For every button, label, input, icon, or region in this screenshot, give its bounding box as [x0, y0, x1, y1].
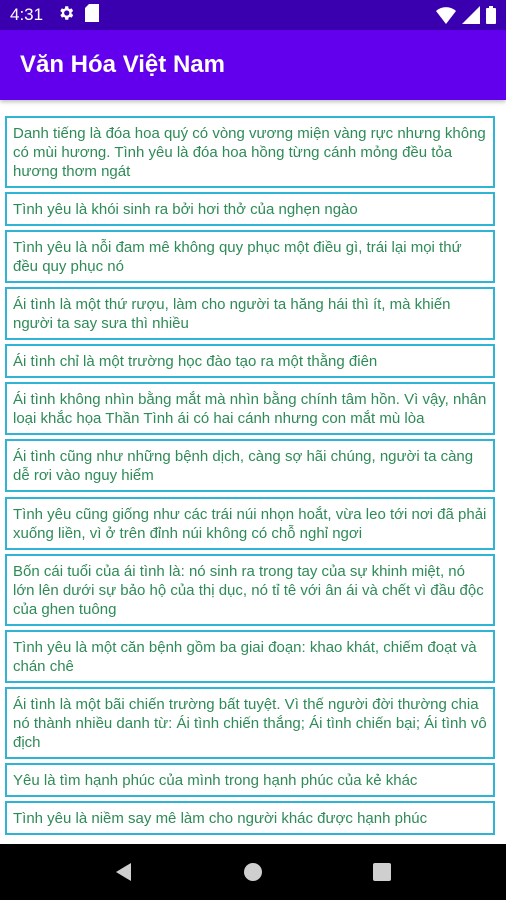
home-icon — [242, 861, 264, 883]
status-time: 4:31 — [10, 5, 44, 24]
list-item[interactable]: Tình yêu là khói sinh ra bởi hơi thở của nghẹn ngào — [5, 192, 495, 226]
sd-card-icon — [85, 4, 99, 26]
app-title: Văn Hóa Việt Nam — [20, 51, 225, 78]
wifi-icon — [436, 6, 456, 28]
recents-button[interactable] — [362, 852, 402, 892]
quote-list-container[interactable] — [0, 100, 506, 844]
list-item[interactable]: Yêu là tìm hạnh phúc của mình trong hạnh phúc của kẻ khác — [5, 763, 495, 797]
gear-icon — [57, 4, 75, 26]
home-button[interactable] — [233, 852, 273, 892]
recents-icon — [372, 862, 392, 882]
back-icon — [113, 861, 135, 883]
list-item[interactable]: Ái tình không nhìn bằng mắt mà nhìn bằng chính tâm hồn. Vì vậy, nhân loại khắc họa Thần Tình ái có hai cánh nhưng con mắt mù lòa — [5, 382, 495, 435]
list-item[interactable]: Tình yêu là niềm say mê làm cho người khác được hạnh phúc — [5, 801, 495, 835]
list-item[interactable]: Danh tiếng là đóa hoa quý có vòng vương miện vàng rực nhưng không có mùi hương. Tình yêu là đóa hoa hồng từng cánh mỏng đều tỏa hương thơm ngát — [5, 116, 495, 188]
list-item[interactable]: Ái tình cũng như những bệnh dịch, càng sợ hãi chúng, người ta càng dễ rơi vào nguy hiểm — [5, 439, 495, 492]
battery-icon — [486, 6, 496, 28]
list-item[interactable]: Bốn cái tuổi của ái tình là: nó sinh ra trong tay của sự khinh miệt, nó lớn lên dưới sự bảo hộ của thị dục, nó tỉ tê với ân ái và chết vì đầu độc của ghen tuông — [5, 554, 495, 626]
list-item[interactable]: Ái tình là một bãi chiến trường bất tuyệt. Vì thế người đời thường chia nó thành nhiều danh từ: Ái tình chiến thắng; Ái tình chiến bại; Ái tình vô địch — [5, 687, 495, 759]
navigation-bar — [0, 844, 506, 900]
list-item[interactable]: Tình yêu là một căn bệnh gồm ba giai đoạn: khao khát, chiếm đoạt và chán chê — [5, 630, 495, 683]
list-item[interactable]: Tình yêu cũng giống như các trái núi nhọn hoắt, vừa leo tới nơi đã phải xuống liền, vì ở trên đỉnh núi không có chỗ nghỉ ngơi — [5, 497, 495, 550]
list-item[interactable]: Tình yêu là nỗi đam mê không quy phục một điều gì, trái lại mọi thứ đều quy phục nó — [5, 230, 495, 283]
status-bar — [0, 0, 506, 30]
list-item[interactable]: Ái tình là một thứ rượu, làm cho người ta hăng hái thì ít, mà khiến người ta say sưa thì nhiều — [5, 287, 495, 340]
back-button[interactable] — [104, 852, 144, 892]
signal-icon — [462, 6, 480, 28]
list-item[interactable]: Ái tình chỉ là một trường học đào tạo ra một thằng điên — [5, 344, 495, 378]
app-bar — [0, 30, 506, 100]
